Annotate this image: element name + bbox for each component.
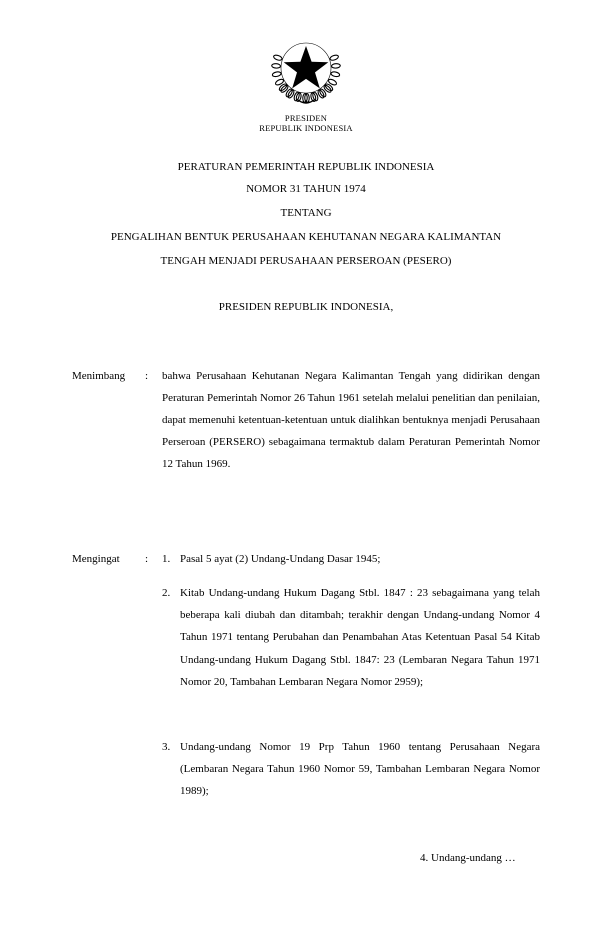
list-item: [162, 582, 540, 693]
list-item-text: Kitab Undang-undang Hukum Dagang Stbl. 1847 : 23 sebagaimana yang telah beberapa kali diubah dan ditambah; terakhir dengan Undang-undang Nomor 4 Tahun 1971 tentang Perubahan dan Penambahan Atas Ketentuan Pasal 54 Kitab Undang-undang Hukum Dagang Stbl. 1847: 23 (Lembaran Negara Tahun 1971 Nomor 20, Tambahan Lembaran Negara Nomor 2959);: [180, 587, 540, 688]
menimbang-text: bahwa Perusahaan Kehutanan Negara Kalimantan Tengah yang didirikan dengan Peraturan Pemerintah Nomor 26 Tahun 1961 setelah melalui penelitian dan penilaian, dapat memenuhi ketentuan-ketentuan untuk dialihkan bentuknya menjadi Perusahaan Perseroan (PERSERO) sebagaimana termaktub dalam Peraturan Pemerintah Nomor 12 Tahun 1969.: [162, 370, 540, 470]
office-title-line1: PRESIDEN: [284, 113, 328, 123]
office-title-line2: REPUBLIK INDONESIA: [259, 123, 353, 133]
mengingat-label: Mengingat: [72, 553, 120, 565]
regulation-subject-line2: TENGAH MENJADI PERUSAHAAN PERSEROAN (PESERO): [160, 255, 452, 267]
list-item: [162, 548, 540, 570]
regulation-number: NOMOR 31 TAHUN 1974: [246, 183, 366, 195]
mengingat-colon: :: [145, 553, 149, 565]
garuda-star-emblem-icon: [266, 26, 346, 114]
list-item: [162, 736, 540, 803]
list-item-number: 2.: [162, 587, 171, 599]
menimbang-label: Menimbang: [72, 370, 126, 382]
menimbang-colon: :: [145, 370, 149, 382]
list-item-number: 1.: [162, 553, 171, 565]
regulation-type: PERATURAN PEMERINTAH REPUBLIK INDONESIA: [177, 161, 435, 173]
issuer-heading: PRESIDEN REPUBLIK INDONESIA,: [218, 301, 394, 313]
regulation-subject-line1: PENGALIHAN BENTUK PERUSAHAAN KEHUTANAN NEGARA KALIMANTAN: [110, 231, 502, 243]
list-item-text: Undang-undang Nomor 19 Prp Tahun 1960 tentang Perusahaan Negara (Lembaran Negara Tahun 1960 Nomor 59, Tambahan Lembaran Negara Nomor 1989);: [180, 741, 540, 798]
list-item-number: 3.: [162, 741, 171, 753]
regulation-about: TENTANG: [280, 207, 332, 219]
list-item-text: Pasal 5 ayat (2) Undang-Undang Dasar 1945;: [180, 553, 381, 565]
continuation-marker: 4. Undang-undang …: [420, 852, 516, 864]
